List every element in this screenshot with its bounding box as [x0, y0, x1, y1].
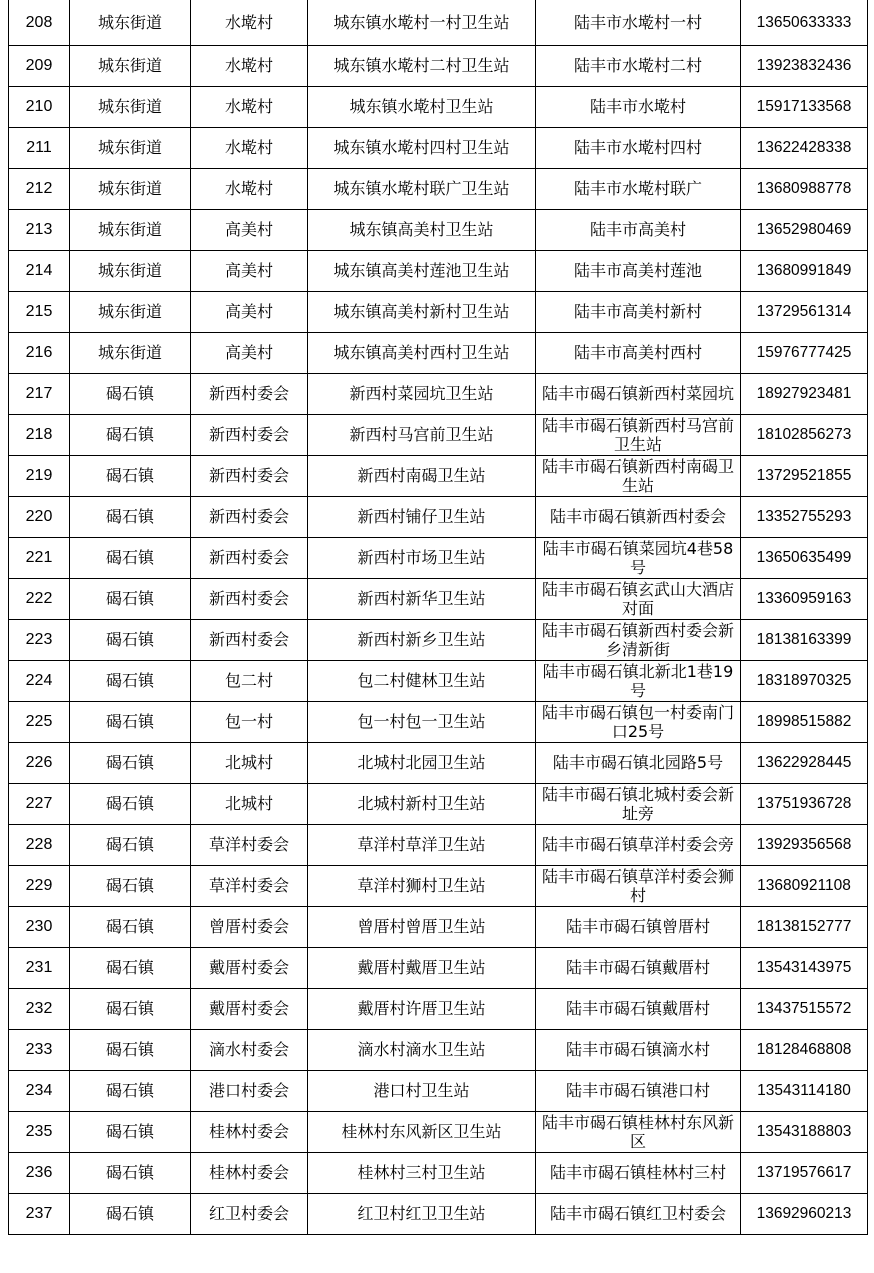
- row-number-cell: 212: [9, 168, 70, 209]
- phone-cell: 13692960213: [741, 1193, 868, 1234]
- phone-cell: 13543188803: [741, 1111, 868, 1152]
- station-name-cell: 北城村新村卫生站: [308, 783, 536, 824]
- table-row: [9, 168, 868, 209]
- village-cell: 新西村委会: [191, 619, 308, 660]
- address-cell: 陆丰市碣石镇玄武山大酒店对面: [536, 578, 741, 619]
- station-name-cell: 新西村菜园坑卫生站: [308, 373, 536, 414]
- table-row: [9, 127, 868, 168]
- phone-cell: 13729561314: [741, 291, 868, 332]
- row-number-cell: 237: [9, 1193, 70, 1234]
- table-row: [9, 45, 868, 86]
- address-cell: 陆丰市碣石镇桂林村东风新区: [536, 1111, 741, 1152]
- town-cell: 城东街道: [70, 127, 191, 168]
- station-name-cell: 包二村健林卫生站: [308, 660, 536, 701]
- table-row: [9, 414, 868, 455]
- table-row: [9, 86, 868, 127]
- table-row: [9, 455, 868, 496]
- station-name-cell: 滴水村滴水卫生站: [308, 1029, 536, 1070]
- phone-cell: 13923832436: [741, 45, 868, 86]
- station-name-cell: 红卫村红卫卫生站: [308, 1193, 536, 1234]
- village-cell: 高美村: [191, 209, 308, 250]
- town-cell: 碣石镇: [70, 906, 191, 947]
- address-cell: 陆丰市水墘村四村: [536, 127, 741, 168]
- table-row: [9, 865, 868, 906]
- address-cell: 陆丰市高美村莲池: [536, 250, 741, 291]
- row-number-cell: 235: [9, 1111, 70, 1152]
- station-name-cell: 港口村卫生站: [308, 1070, 536, 1111]
- table-row: [9, 1029, 868, 1070]
- village-cell: 戴厝村委会: [191, 988, 308, 1029]
- station-name-cell: 戴厝村许厝卫生站: [308, 988, 536, 1029]
- village-cell: 水墘村: [191, 86, 308, 127]
- phone-cell: 13437515572: [741, 988, 868, 1029]
- phone-cell: 13622928445: [741, 742, 868, 783]
- station-name-cell: 戴厝村戴厝卫生站: [308, 947, 536, 988]
- phone-cell: 13680921108: [741, 865, 868, 906]
- row-number-cell: 209: [9, 45, 70, 86]
- table-row: [9, 906, 868, 947]
- village-cell: 桂林村委会: [191, 1111, 308, 1152]
- village-cell: 新西村委会: [191, 578, 308, 619]
- phone-cell: 18128468808: [741, 1029, 868, 1070]
- address-cell: 陆丰市水墘村: [536, 86, 741, 127]
- station-name-cell: 草洋村草洋卫生站: [308, 824, 536, 865]
- table-row: [9, 1152, 868, 1193]
- row-number-cell: 236: [9, 1152, 70, 1193]
- phone-cell: 13751936728: [741, 783, 868, 824]
- address-cell: 陆丰市水墘村联广: [536, 168, 741, 209]
- address-cell: 陆丰市碣石镇红卫村委会: [536, 1193, 741, 1234]
- station-name-cell: 新西村新华卫生站: [308, 578, 536, 619]
- address-cell: 陆丰市碣石镇草洋村委会狮村: [536, 865, 741, 906]
- row-number-cell: 217: [9, 373, 70, 414]
- station-name-cell: 新西村南碣卫生站: [308, 455, 536, 496]
- table-row: [9, 824, 868, 865]
- address-cell: 陆丰市碣石镇戴厝村: [536, 988, 741, 1029]
- village-cell: 包二村: [191, 660, 308, 701]
- row-number-cell: 211: [9, 127, 70, 168]
- station-name-cell: 城东镇高美村新村卫生站: [308, 291, 536, 332]
- town-cell: 碣石镇: [70, 414, 191, 455]
- row-number-cell: 219: [9, 455, 70, 496]
- phone-cell: 13680991849: [741, 250, 868, 291]
- town-cell: 碣石镇: [70, 701, 191, 742]
- village-cell: 草洋村委会: [191, 824, 308, 865]
- address-cell: 陆丰市碣石镇新西村委会: [536, 496, 741, 537]
- phone-cell: 13719576617: [741, 1152, 868, 1193]
- village-cell: 桂林村委会: [191, 1152, 308, 1193]
- table-row: [9, 332, 868, 373]
- row-number-cell: 215: [9, 291, 70, 332]
- phone-cell: 13622428338: [741, 127, 868, 168]
- table-row: [9, 496, 868, 537]
- station-name-cell: 城东镇水墘村卫生站: [308, 86, 536, 127]
- village-cell: 滴水村委会: [191, 1029, 308, 1070]
- town-cell: 碣石镇: [70, 947, 191, 988]
- table-row: [9, 660, 868, 701]
- station-name-cell: 新西村马宫前卫生站: [308, 414, 536, 455]
- address-cell: 陆丰市碣石镇北新北1巷19号: [536, 660, 741, 701]
- row-number-cell: 228: [9, 824, 70, 865]
- station-name-cell: 城东镇水墘村四村卫生站: [308, 127, 536, 168]
- phone-cell: 13360959163: [741, 578, 868, 619]
- village-cell: 戴厝村委会: [191, 947, 308, 988]
- town-cell: 城东街道: [70, 45, 191, 86]
- table-row: [9, 619, 868, 660]
- table-row: [9, 537, 868, 578]
- table-row: [9, 742, 868, 783]
- town-cell: 城东街道: [70, 168, 191, 209]
- table-row: [9, 1070, 868, 1111]
- row-number-cell: 234: [9, 1070, 70, 1111]
- row-number-cell: 220: [9, 496, 70, 537]
- row-number-cell: 223: [9, 619, 70, 660]
- row-number-cell: 231: [9, 947, 70, 988]
- phone-cell: 18998515882: [741, 701, 868, 742]
- town-cell: 城东街道: [70, 250, 191, 291]
- station-name-cell: 桂林村三村卫生站: [308, 1152, 536, 1193]
- address-cell: 陆丰市碣石镇草洋村委会旁: [536, 824, 741, 865]
- town-cell: 城东街道: [70, 291, 191, 332]
- village-cell: 水墘村: [191, 168, 308, 209]
- town-cell: 城东街道: [70, 209, 191, 250]
- phone-cell: 18138152777: [741, 906, 868, 947]
- row-number-cell: 224: [9, 660, 70, 701]
- address-cell: 陆丰市碣石镇港口村: [536, 1070, 741, 1111]
- phone-cell: 13652980469: [741, 209, 868, 250]
- row-number-cell: 208: [9, 0, 70, 45]
- phone-cell: 18927923481: [741, 373, 868, 414]
- phone-cell: 13352755293: [741, 496, 868, 537]
- table-row: [9, 373, 868, 414]
- row-number-cell: 229: [9, 865, 70, 906]
- address-cell: 陆丰市水墘村二村: [536, 45, 741, 86]
- station-name-cell: 曾厝村曾厝卫生站: [308, 906, 536, 947]
- row-number-cell: 225: [9, 701, 70, 742]
- town-cell: 碣石镇: [70, 742, 191, 783]
- row-number-cell: 222: [9, 578, 70, 619]
- table-row: [9, 250, 868, 291]
- town-cell: 碣石镇: [70, 537, 191, 578]
- row-number-cell: 221: [9, 537, 70, 578]
- address-cell: 陆丰市碣石镇新西村马宫前卫生站: [536, 414, 741, 455]
- village-cell: 水墘村: [191, 127, 308, 168]
- station-name-cell: 城东镇水墘村联广卫生站: [308, 168, 536, 209]
- address-cell: 陆丰市碣石镇曾厝村: [536, 906, 741, 947]
- row-number-cell: 213: [9, 209, 70, 250]
- address-cell: 陆丰市碣石镇北园路5号: [536, 742, 741, 783]
- village-cell: 新西村委会: [191, 455, 308, 496]
- address-cell: 陆丰市碣石镇桂林村三村: [536, 1152, 741, 1193]
- row-number-cell: 214: [9, 250, 70, 291]
- clinic-table: [8, 0, 868, 1235]
- village-cell: 新西村委会: [191, 537, 308, 578]
- table-row: [9, 988, 868, 1029]
- village-cell: 高美村: [191, 332, 308, 373]
- row-number-cell: 233: [9, 1029, 70, 1070]
- row-number-cell: 210: [9, 86, 70, 127]
- table-row: [9, 783, 868, 824]
- town-cell: 碣石镇: [70, 783, 191, 824]
- address-cell: 陆丰市高美村新村: [536, 291, 741, 332]
- phone-cell: 13680988778: [741, 168, 868, 209]
- row-number-cell: 216: [9, 332, 70, 373]
- town-cell: 城东街道: [70, 0, 191, 45]
- address-cell: 陆丰市水墘村一村: [536, 0, 741, 45]
- village-cell: 高美村: [191, 250, 308, 291]
- table-row: [9, 578, 868, 619]
- phone-cell: 13543143975: [741, 947, 868, 988]
- address-cell: 陆丰市高美村西村: [536, 332, 741, 373]
- town-cell: 碣石镇: [70, 660, 191, 701]
- station-name-cell: 包一村包一卫生站: [308, 701, 536, 742]
- station-name-cell: 北城村北园卫生站: [308, 742, 536, 783]
- village-cell: 新西村委会: [191, 414, 308, 455]
- phone-cell: 13650633333: [741, 0, 868, 45]
- village-cell: 草洋村委会: [191, 865, 308, 906]
- address-cell: 陆丰市高美村: [536, 209, 741, 250]
- village-cell: 新西村委会: [191, 496, 308, 537]
- town-cell: 碣石镇: [70, 373, 191, 414]
- town-cell: 碣石镇: [70, 824, 191, 865]
- address-cell: 陆丰市碣石镇新西村菜园坑: [536, 373, 741, 414]
- town-cell: 碣石镇: [70, 1152, 191, 1193]
- row-number-cell: 226: [9, 742, 70, 783]
- row-number-cell: 230: [9, 906, 70, 947]
- station-name-cell: 新西村市场卫生站: [308, 537, 536, 578]
- address-cell: 陆丰市碣石镇北城村委会新址旁: [536, 783, 741, 824]
- town-cell: 碣石镇: [70, 1193, 191, 1234]
- town-cell: 城东街道: [70, 332, 191, 373]
- address-cell: 陆丰市碣石镇滴水村: [536, 1029, 741, 1070]
- station-name-cell: 城东镇水墘村二村卫生站: [308, 45, 536, 86]
- table-row: [9, 291, 868, 332]
- station-name-cell: 桂林村东风新区卫生站: [308, 1111, 536, 1152]
- village-cell: 曾厝村委会: [191, 906, 308, 947]
- phone-cell: 13650635499: [741, 537, 868, 578]
- town-cell: 碣石镇: [70, 988, 191, 1029]
- town-cell: 碣石镇: [70, 865, 191, 906]
- phone-cell: 15976777425: [741, 332, 868, 373]
- village-cell: 港口村委会: [191, 1070, 308, 1111]
- phone-cell: 18318970325: [741, 660, 868, 701]
- table-row: [9, 209, 868, 250]
- phone-cell: 13729521855: [741, 455, 868, 496]
- address-cell: 陆丰市碣石镇包一村委南门口25号: [536, 701, 741, 742]
- table-row: [9, 0, 868, 45]
- village-cell: 北城村: [191, 742, 308, 783]
- phone-cell: 13929356568: [741, 824, 868, 865]
- village-cell: 水墘村: [191, 45, 308, 86]
- table-body: [9, 0, 868, 1234]
- address-cell: 陆丰市碣石镇菜园坑4巷58号: [536, 537, 741, 578]
- address-cell: 陆丰市碣石镇新西村委会新乡清新街: [536, 619, 741, 660]
- town-cell: 碣石镇: [70, 455, 191, 496]
- address-cell: 陆丰市碣石镇戴厝村: [536, 947, 741, 988]
- phone-cell: 15917133568: [741, 86, 868, 127]
- town-cell: 碣石镇: [70, 619, 191, 660]
- village-cell: 水墘村: [191, 0, 308, 45]
- table-row: [9, 701, 868, 742]
- village-cell: 新西村委会: [191, 373, 308, 414]
- phone-cell: 13543114180: [741, 1070, 868, 1111]
- town-cell: 碣石镇: [70, 578, 191, 619]
- table-row: [9, 947, 868, 988]
- town-cell: 碣石镇: [70, 1070, 191, 1111]
- phone-cell: 18102856273: [741, 414, 868, 455]
- station-name-cell: 城东镇高美村莲池卫生站: [308, 250, 536, 291]
- town-cell: 碣石镇: [70, 1029, 191, 1070]
- row-number-cell: 232: [9, 988, 70, 1029]
- village-cell: 北城村: [191, 783, 308, 824]
- station-name-cell: 新西村新乡卫生站: [308, 619, 536, 660]
- village-cell: 包一村: [191, 701, 308, 742]
- table-row: [9, 1193, 868, 1234]
- address-cell: 陆丰市碣石镇新西村南碣卫生站: [536, 455, 741, 496]
- station-name-cell: 城东镇高美村西村卫生站: [308, 332, 536, 373]
- table-row: [9, 1111, 868, 1152]
- town-cell: 城东街道: [70, 86, 191, 127]
- station-name-cell: 草洋村狮村卫生站: [308, 865, 536, 906]
- town-cell: 碣石镇: [70, 496, 191, 537]
- row-number-cell: 227: [9, 783, 70, 824]
- village-cell: 红卫村委会: [191, 1193, 308, 1234]
- row-number-cell: 218: [9, 414, 70, 455]
- station-name-cell: 城东镇高美村卫生站: [308, 209, 536, 250]
- village-cell: 高美村: [191, 291, 308, 332]
- station-name-cell: 城东镇水墘村一村卫生站: [308, 0, 536, 45]
- station-name-cell: 新西村铺仔卫生站: [308, 496, 536, 537]
- phone-cell: 18138163399: [741, 619, 868, 660]
- town-cell: 碣石镇: [70, 1111, 191, 1152]
